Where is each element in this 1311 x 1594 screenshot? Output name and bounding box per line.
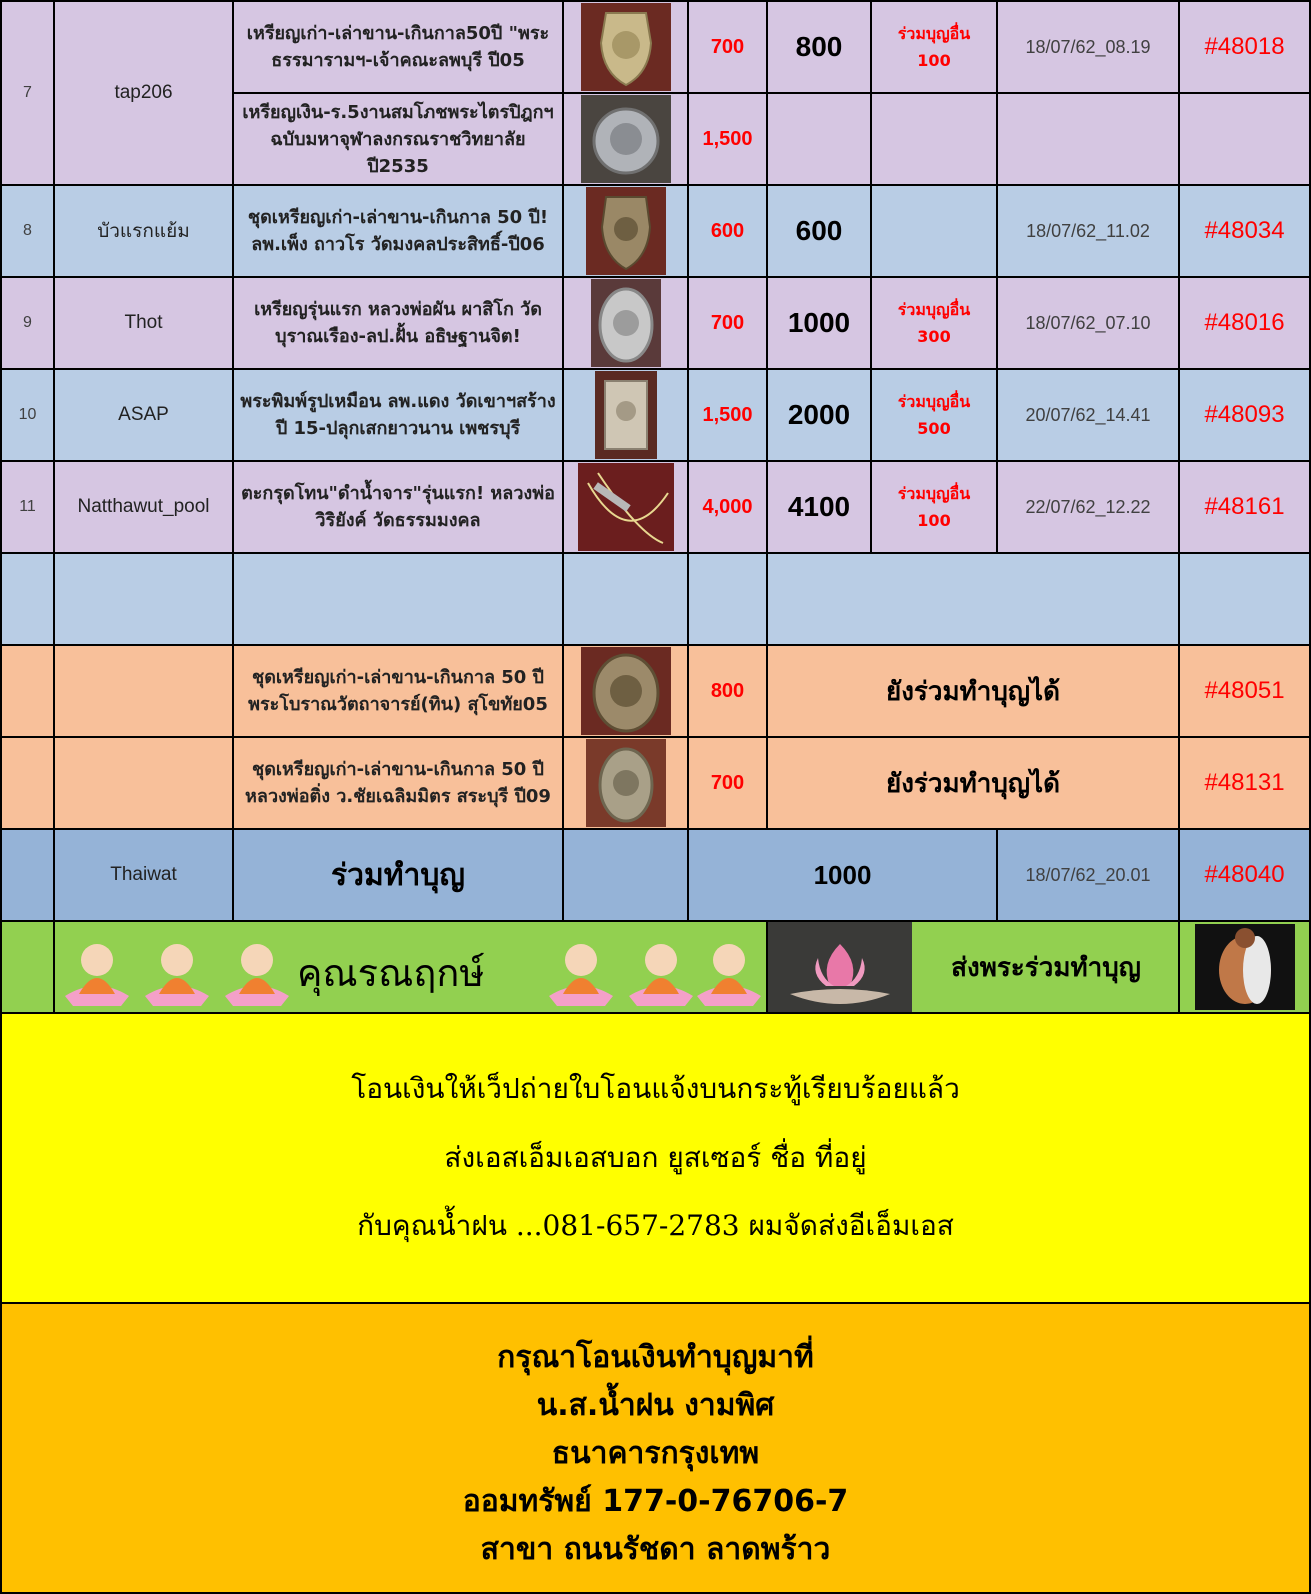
monk-on-lotus-icon — [623, 932, 699, 1008]
availability-status: ยังร่วมทำบุญได้ — [766, 644, 1180, 738]
username: Thot — [53, 276, 234, 370]
timestamp: 18/07/62_08.19 — [996, 0, 1180, 94]
username: tap206 — [53, 0, 234, 186]
bid-amount: 4100 — [766, 460, 872, 554]
monk-on-lotus-icon — [219, 932, 295, 1008]
item-description: ชุดเหรียญเก่า-เล่าขาน-เกินกาล 50 ปีหลวงพ่อติ่ง ว.ชัยเฉลิมมิตร สระบุรี ปี09 — [232, 736, 564, 830]
thanks-banner — [53, 920, 768, 1014]
monk-on-lotus-icon — [139, 932, 215, 1008]
row-number: 11 — [0, 460, 55, 554]
payment-line: น.ส.น้ำฝน งามพิศ — [536, 1388, 775, 1423]
timestamp: 18/07/62_11.02 — [996, 184, 1180, 278]
item-price: 700 — [687, 0, 768, 94]
extra-label: ร่วมบุญอื่น — [897, 300, 971, 319]
extra-label: ร่วมบุญอื่น — [897, 24, 971, 43]
medal-image — [581, 3, 671, 91]
medal-image — [581, 95, 671, 183]
send-amulet-label: ส่งพระร่วมทำบุญ — [912, 920, 1180, 1014]
availability-status: ยังร่วมทำบุญได้ — [766, 736, 1180, 830]
donor-username: Thaiwat — [53, 828, 234, 922]
extra-donation — [870, 0, 998, 94]
empty-cell — [232, 552, 564, 646]
amulet-image — [595, 371, 657, 459]
timestamp: 20/07/62_14.41 — [996, 368, 1180, 462]
empty-cell — [562, 552, 689, 646]
empty-cell — [1178, 552, 1311, 646]
item-photo — [562, 276, 689, 370]
post-code[interactable]: #48131 — [1178, 736, 1311, 830]
empty-cell — [1178, 92, 1311, 186]
medal-image — [586, 187, 666, 275]
payment-line: กรุณาโอนเงินทำบุญมาที่ — [497, 1340, 814, 1375]
empty-cell — [996, 92, 1180, 186]
timestamp: 18/07/62_07.10 — [996, 276, 1180, 370]
monk-on-lotus-icon — [59, 932, 135, 1008]
empty-cell — [0, 552, 55, 646]
medal-image — [581, 647, 671, 735]
timestamp: 22/07/62_12.22 — [996, 460, 1180, 554]
item-price: 4,000 — [687, 460, 768, 554]
payment-line: สาขา ถนนรัชดา ลาดพร้าว — [480, 1532, 831, 1567]
item-price: 1,500 — [687, 92, 768, 186]
extra-amount: 100 — [917, 51, 951, 70]
item-description: เหรียญเก่า-เล่าขาน-เกินกาล50ปี "พระธรรมารามฯ-เจ้าคณะลพบุรี ปี05 — [232, 0, 564, 94]
extra-donation — [870, 460, 998, 554]
item-description: เหรียญเงิน-ร.5งานสมโภชพระไตรปิฎกฯฉบับมหาจุฬาลงกรณราชวิทยาลัย ปี2535 — [232, 92, 564, 186]
empty-cell — [870, 92, 998, 186]
empty-cell — [0, 736, 55, 830]
item-photo — [562, 644, 689, 738]
monk-on-lotus-icon — [543, 932, 619, 1008]
instruction-line: กับคุณน้ำฝน ...081-657-2783 ผมจัดส่งอีเอ็มเอส — [357, 1209, 954, 1242]
instruction-line: ส่งเอสเอ็มเอสบอก ยูสเซอร์ ชื่อ ที่อยู่ — [444, 1141, 867, 1174]
post-code[interactable]: #48051 — [1178, 644, 1311, 738]
item-price: 1,500 — [687, 368, 768, 462]
instruction-line: โอนเงินให้เว็ปถ่ายใบโอนแจ้งบนกระทู้เรียบร้อยแล้ว — [351, 1072, 960, 1105]
timestamp: 18/07/62_20.01 — [996, 828, 1180, 922]
item-price: 700 — [687, 276, 768, 370]
item-description: เหรียญรุ่นแรก หลวงพ่อผัน ผาสิโก วัดบุราณเรือง-ลป.ฝั้น อธิษฐานจิต! — [232, 276, 564, 370]
extra-label: ร่วมบุญอื่น — [897, 484, 971, 503]
username: บัวแรกแย้ม — [53, 184, 234, 278]
empty-cell — [766, 92, 872, 186]
bid-amount: 600 — [766, 184, 872, 278]
empty-cell — [53, 644, 234, 738]
row-number: 7 — [0, 0, 55, 186]
item-photo — [562, 368, 689, 462]
username: Natthawut_pool — [53, 460, 234, 554]
buddha-icon — [1195, 924, 1295, 1010]
extra-donation — [870, 368, 998, 462]
empty-cell — [687, 552, 768, 646]
lotus-hands-image — [766, 920, 914, 1014]
post-code[interactable]: #48040 — [1178, 828, 1311, 922]
item-photo — [562, 460, 689, 554]
bank-account: ออมทรัพย์ 177-0-76706-7 — [462, 1484, 849, 1519]
item-description: ชุดเหรียญเก่า-เล่าขาน-เกินกาล 50 ปี!ลพ.เพ็ง ถาวโร วัดมงคลประสิทธิ์-ปี06 — [232, 184, 564, 278]
empty-cell — [766, 552, 1180, 646]
empty-cell — [53, 736, 234, 830]
item-photo — [562, 92, 689, 186]
item-price: 800 — [687, 644, 768, 738]
post-code[interactable]: #48018 — [1178, 0, 1311, 94]
donation-amount: 1000 — [687, 828, 998, 922]
extra-amount: 300 — [917, 327, 951, 346]
row-number: 9 — [0, 276, 55, 370]
empty-cell — [562, 828, 689, 922]
bid-amount: 1000 — [766, 276, 872, 370]
row-number: 8 — [0, 184, 55, 278]
extra-donation — [870, 276, 998, 370]
bid-amount: 2000 — [766, 368, 872, 462]
payment-box — [0, 1302, 1311, 1594]
post-code[interactable]: #48016 — [1178, 276, 1311, 370]
payment-line: ธนาคารกรุงเทพ — [551, 1436, 760, 1471]
empty-cell — [0, 828, 55, 922]
item-photo — [562, 736, 689, 830]
takrut-image — [578, 463, 674, 551]
empty-cell — [870, 184, 998, 278]
extra-amount: 500 — [917, 419, 951, 438]
item-description: ตะกรุดโทน"ดำน้ำจาร"รุ่นแรก! หลวงพ่อวิริยังค์ วัดธรรมมงคล — [232, 460, 564, 554]
medal-image — [591, 279, 661, 367]
username: ASAP — [53, 368, 234, 462]
item-price: 700 — [687, 736, 768, 830]
instructions-box — [0, 1012, 1311, 1304]
monk-on-lotus-icon — [691, 932, 767, 1008]
lotus-icon — [770, 924, 910, 1010]
row-number: 10 — [0, 368, 55, 462]
post-code[interactable]: #48034 — [1178, 184, 1311, 278]
extra-label: ร่วมบุญอื่น — [897, 392, 971, 411]
item-description: ชุดเหรียญเก่า-เล่าขาน-เกินกาล 50 ปี พระโบราณวัตถาจารย์(ทิน) สุโขทัย05 — [232, 644, 564, 738]
item-photo — [562, 0, 689, 94]
medal-image — [586, 739, 666, 827]
donation-label: ร่วมทำบุญ — [232, 828, 564, 922]
empty-cell — [53, 552, 234, 646]
empty-cell — [0, 644, 55, 738]
buddha-image — [1178, 920, 1311, 1014]
donor-name: คุณรณฤกษ์ — [297, 951, 485, 995]
item-price: 600 — [687, 184, 768, 278]
post-code[interactable]: #48161 — [1178, 460, 1311, 554]
extra-amount: 100 — [917, 511, 951, 530]
item-photo — [562, 184, 689, 278]
post-code[interactable]: #48093 — [1178, 368, 1311, 462]
item-description: พระพิมพ์รูปเหมือน ลพ.แดง วัดเขาฯสร้างปี 15-ปลุกเสกยาวนาน เพชรบุรี — [232, 368, 564, 462]
banner-left-edge — [0, 920, 55, 1014]
bid-amount: 800 — [766, 0, 872, 94]
